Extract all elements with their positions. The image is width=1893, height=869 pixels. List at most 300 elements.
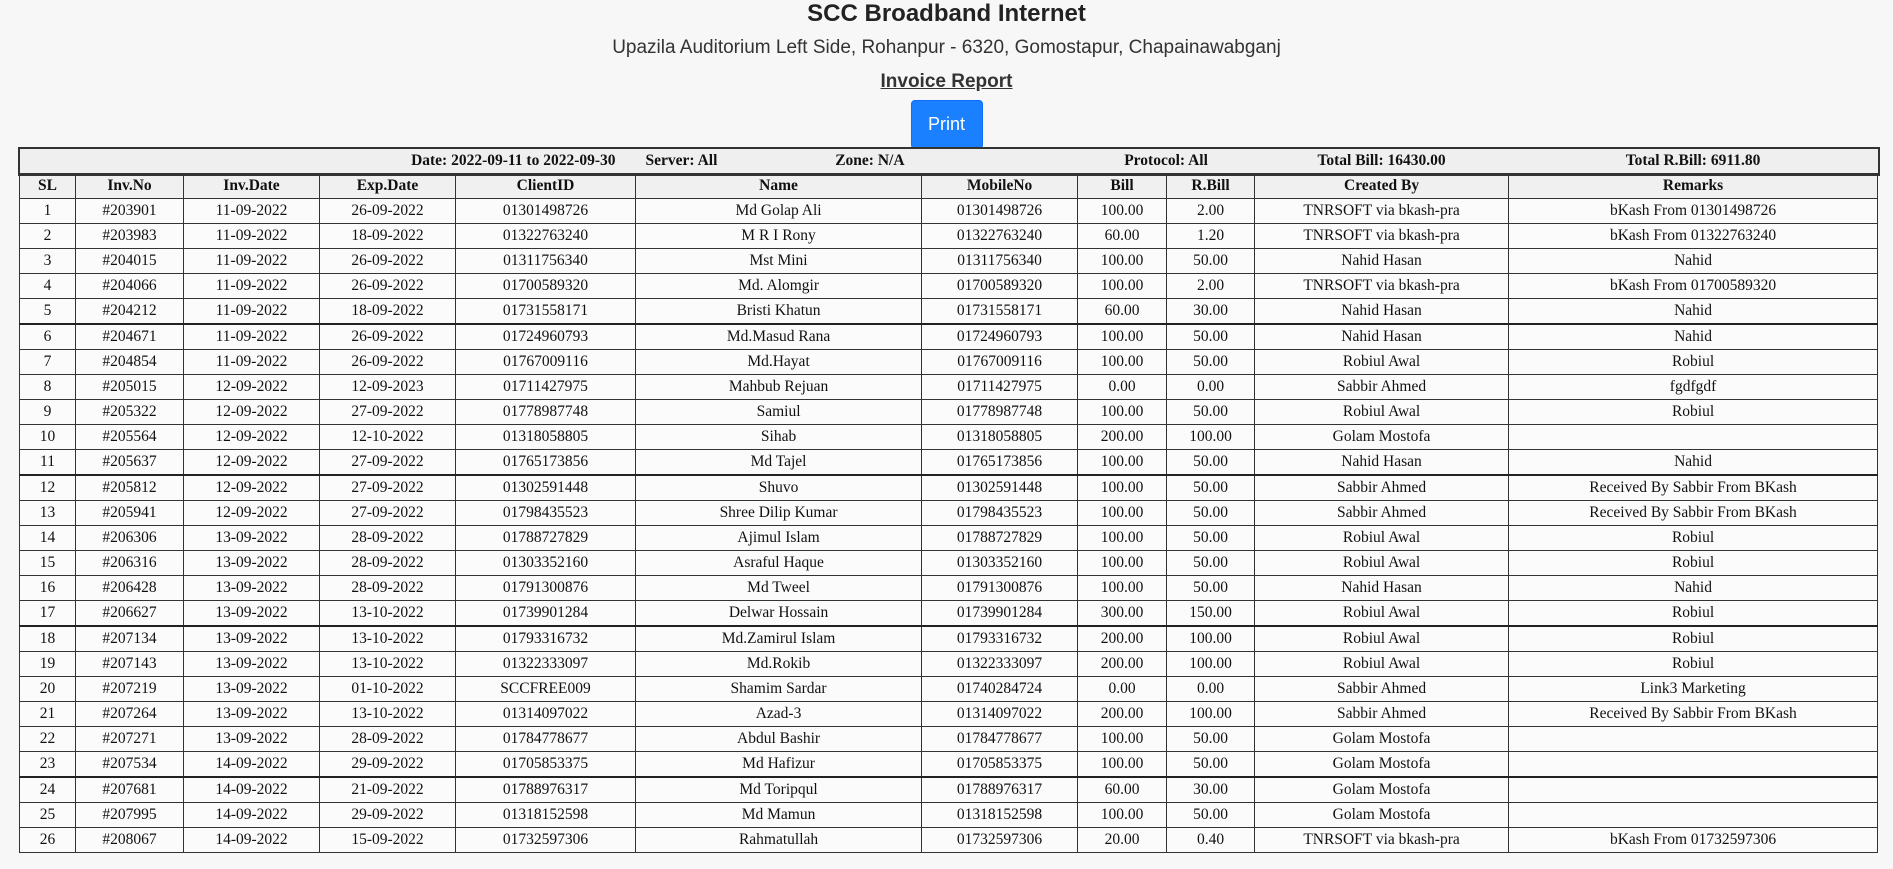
- cell-rbill: 0.40: [1167, 828, 1255, 853]
- cell-client-id: 01302591448: [456, 475, 636, 501]
- cell-inv-date: 11-09-2022: [184, 224, 320, 249]
- cell-sl: 12: [20, 475, 76, 501]
- cell-inv-date: 11-09-2022: [184, 249, 320, 274]
- cell-created-by: Sabbir Ahmed: [1255, 375, 1509, 400]
- cell-sl: 24: [20, 777, 76, 803]
- report-header: [0, 0, 1893, 95]
- cell-remarks: bKash From 01301498726: [1509, 199, 1878, 224]
- cell-sl: 17: [20, 601, 76, 627]
- cell-inv-no: #204066: [76, 274, 184, 299]
- table-row: [20, 450, 1878, 476]
- cell-created-by: Robiul Awal: [1255, 626, 1509, 652]
- cell-client-id: 01314097022: [456, 702, 636, 727]
- table-row: [20, 375, 1878, 400]
- cell-bill: 100.00: [1078, 576, 1167, 601]
- cell-sl: 20: [20, 677, 76, 702]
- table-row: [20, 274, 1878, 299]
- cell-rbill: 2.00: [1167, 199, 1255, 224]
- cell-inv-no: #205637: [76, 450, 184, 476]
- col-inv-date: Inv.Date: [184, 174, 320, 199]
- cell-name: Md. Alomgir: [636, 274, 922, 299]
- cell-name: Md Tajel: [636, 450, 922, 476]
- table-row: [20, 803, 1878, 828]
- cell-inv-date: 11-09-2022: [184, 274, 320, 299]
- cell-inv-no: #205812: [76, 475, 184, 501]
- cell-remarks: [1509, 425, 1878, 450]
- cell-name: Md Toripqul: [636, 777, 922, 803]
- cell-created-by: Nahid Hasan: [1255, 576, 1509, 601]
- cell-name: Md Mamun: [636, 803, 922, 828]
- cell-rbill: 150.00: [1167, 601, 1255, 627]
- cell-bill: 0.00: [1078, 677, 1167, 702]
- cell-exp-date: 28-09-2022: [320, 526, 456, 551]
- cell-sl: 14: [20, 526, 76, 551]
- table-row: [20, 324, 1878, 350]
- cell-remarks: [1509, 803, 1878, 828]
- col-bill: Bill: [1078, 174, 1167, 199]
- cell-rbill: 50.00: [1167, 501, 1255, 526]
- cell-sl: 8: [20, 375, 76, 400]
- table-row: [20, 752, 1878, 778]
- cell-inv-no: #207681: [76, 777, 184, 803]
- table-row: [20, 425, 1878, 450]
- cell-mobile-no: 01711427975: [922, 375, 1078, 400]
- cell-rbill: 50.00: [1167, 475, 1255, 501]
- cell-bill: 0.00: [1078, 375, 1167, 400]
- cell-inv-no: #206627: [76, 601, 184, 627]
- cell-name: Abdul Bashir: [636, 727, 922, 752]
- invoice-table: [19, 149, 1878, 853]
- cell-mobile-no: 01705853375: [922, 752, 1078, 778]
- cell-mobile-no: 01303352160: [922, 551, 1078, 576]
- cell-created-by: Golam Mostofa: [1255, 425, 1509, 450]
- cell-mobile-no: 01740284724: [922, 677, 1078, 702]
- cell-client-id: SCCFREE009: [456, 677, 636, 702]
- cell-inv-date: 14-09-2022: [184, 752, 320, 778]
- cell-rbill: 30.00: [1167, 777, 1255, 803]
- col-rbill: R.Bill: [1167, 174, 1255, 199]
- cell-name: Rahmatullah: [636, 828, 922, 853]
- cell-name: Shuvo: [636, 475, 922, 501]
- table-row: [20, 501, 1878, 526]
- table-row: [20, 626, 1878, 652]
- cell-inv-date: 13-09-2022: [184, 526, 320, 551]
- cell-remarks: Link3 Marketing: [1509, 677, 1878, 702]
- cell-rbill: 50.00: [1167, 803, 1255, 828]
- cell-mobile-no: 01301498726: [922, 199, 1078, 224]
- cell-exp-date: 13-10-2022: [320, 702, 456, 727]
- cell-rbill: 100.00: [1167, 652, 1255, 677]
- cell-bill: 100.00: [1078, 400, 1167, 425]
- invoice-rows: [20, 199, 1878, 853]
- cell-inv-date: 13-09-2022: [184, 576, 320, 601]
- cell-name: M R I Rony: [636, 224, 922, 249]
- col-mobile-no: MobileNo: [922, 174, 1078, 199]
- cell-inv-date: 12-09-2022: [184, 450, 320, 476]
- cell-mobile-no: 01314097022: [922, 702, 1078, 727]
- cell-exp-date: 27-09-2022: [320, 475, 456, 501]
- cell-rbill: 50.00: [1167, 576, 1255, 601]
- cell-sl: 2: [20, 224, 76, 249]
- cell-created-by: Golam Mostofa: [1255, 752, 1509, 778]
- cell-sl: 26: [20, 828, 76, 853]
- cell-mobile-no: 01784778677: [922, 727, 1078, 752]
- cell-bill: 60.00: [1078, 299, 1167, 325]
- cell-client-id: 01784778677: [456, 727, 636, 752]
- cell-exp-date: 29-09-2022: [320, 803, 456, 828]
- cell-client-id: 01798435523: [456, 501, 636, 526]
- col-inv-no: Inv.No: [76, 174, 184, 199]
- cell-inv-date: 13-09-2022: [184, 551, 320, 576]
- table-row: [20, 551, 1878, 576]
- cell-inv-date: 14-09-2022: [184, 803, 320, 828]
- cell-mobile-no: 01765173856: [922, 450, 1078, 476]
- table-row: [20, 828, 1878, 853]
- cell-remarks: Received By Sabbir From BKash: [1509, 501, 1878, 526]
- cell-exp-date: 27-09-2022: [320, 400, 456, 425]
- cell-exp-date: 28-09-2022: [320, 727, 456, 752]
- cell-exp-date: 12-09-2023: [320, 375, 456, 400]
- cell-exp-date: 15-09-2022: [320, 828, 456, 853]
- summary-total-bill: Total Bill: 16430.00: [1255, 149, 1509, 174]
- cell-client-id: 01767009116: [456, 350, 636, 375]
- table-row: [20, 299, 1878, 325]
- cell-rbill: 30.00: [1167, 299, 1255, 325]
- table-row: [20, 777, 1878, 803]
- cell-client-id: 01322333097: [456, 652, 636, 677]
- cell-client-id: 01303352160: [456, 551, 636, 576]
- cell-sl: 6: [20, 324, 76, 350]
- cell-rbill: 100.00: [1167, 626, 1255, 652]
- report-title: Invoice Report: [880, 71, 1013, 92]
- table-row: [20, 702, 1878, 727]
- cell-mobile-no: 01724960793: [922, 324, 1078, 350]
- cell-rbill: 50.00: [1167, 350, 1255, 375]
- cell-name: Mahbub Rejuan: [636, 375, 922, 400]
- cell-bill: 100.00: [1078, 450, 1167, 476]
- cell-mobile-no: 01311756340: [922, 249, 1078, 274]
- cell-client-id: 01778987748: [456, 400, 636, 425]
- cell-exp-date: 01-10-2022: [320, 677, 456, 702]
- cell-bill: 100.00: [1078, 551, 1167, 576]
- cell-inv-date: 13-09-2022: [184, 626, 320, 652]
- table-row: [20, 224, 1878, 249]
- cell-name: Shamim Sardar: [636, 677, 922, 702]
- cell-sl: 19: [20, 652, 76, 677]
- cell-remarks: bKash From 01732597306: [1509, 828, 1878, 853]
- cell-remarks: Nahid: [1509, 299, 1878, 325]
- cell-inv-date: 14-09-2022: [184, 828, 320, 853]
- cell-exp-date: 12-10-2022: [320, 425, 456, 450]
- cell-bill: 200.00: [1078, 425, 1167, 450]
- cell-exp-date: 28-09-2022: [320, 551, 456, 576]
- cell-created-by: TNRSOFT via bkash-pra: [1255, 274, 1509, 299]
- print-area: [0, 100, 1893, 148]
- cell-created-by: Golam Mostofa: [1255, 803, 1509, 828]
- cell-client-id: 01711427975: [456, 375, 636, 400]
- cell-inv-date: 11-09-2022: [184, 299, 320, 325]
- cell-rbill: 1.20: [1167, 224, 1255, 249]
- cell-inv-no: #207995: [76, 803, 184, 828]
- summary-server: Server: All: [645, 152, 718, 169]
- cell-name: Shree Dilip Kumar: [636, 501, 922, 526]
- cell-inv-no: #207264: [76, 702, 184, 727]
- cell-inv-date: 11-09-2022: [184, 324, 320, 350]
- cell-bill: 300.00: [1078, 601, 1167, 627]
- cell-created-by: Golam Mostofa: [1255, 777, 1509, 803]
- cell-remarks: Robiul: [1509, 350, 1878, 375]
- cell-rbill: 50.00: [1167, 752, 1255, 778]
- cell-exp-date: 27-09-2022: [320, 450, 456, 476]
- cell-created-by: Robiul Awal: [1255, 526, 1509, 551]
- cell-mobile-no: 01793316732: [922, 626, 1078, 652]
- cell-bill: 100.00: [1078, 350, 1167, 375]
- cell-sl: 21: [20, 702, 76, 727]
- summary-protocol: Protocol: All: [1078, 149, 1255, 174]
- cell-rbill: 100.00: [1167, 702, 1255, 727]
- cell-remarks: Robiul: [1509, 551, 1878, 576]
- cell-name: Md.Zamirul Islam: [636, 626, 922, 652]
- cell-name: Md.Masud Rana: [636, 324, 922, 350]
- cell-bill: 100.00: [1078, 249, 1167, 274]
- cell-remarks: Nahid: [1509, 249, 1878, 274]
- cell-inv-no: #204212: [76, 299, 184, 325]
- cell-mobile-no: 01318152598: [922, 803, 1078, 828]
- cell-exp-date: 26-09-2022: [320, 249, 456, 274]
- cell-inv-date: 14-09-2022: [184, 777, 320, 803]
- cell-remarks: Received By Sabbir From BKash: [1509, 702, 1878, 727]
- cell-name: Azad-3: [636, 702, 922, 727]
- cell-rbill: 50.00: [1167, 551, 1255, 576]
- cell-created-by: Robiul Awal: [1255, 551, 1509, 576]
- cell-bill: 100.00: [1078, 475, 1167, 501]
- cell-bill: 200.00: [1078, 652, 1167, 677]
- cell-remarks: Robiul: [1509, 400, 1878, 425]
- summary-zone: Zone: N/A: [835, 152, 905, 169]
- cell-inv-date: 12-09-2022: [184, 501, 320, 526]
- cell-mobile-no: 01778987748: [922, 400, 1078, 425]
- cell-sl: 18: [20, 626, 76, 652]
- cell-created-by: Golam Mostofa: [1255, 727, 1509, 752]
- cell-inv-no: #207143: [76, 652, 184, 677]
- cell-rbill: 50.00: [1167, 727, 1255, 752]
- cell-bill: 100.00: [1078, 501, 1167, 526]
- col-created-by: Created By: [1255, 174, 1509, 199]
- cell-sl: 3: [20, 249, 76, 274]
- table-row: [20, 652, 1878, 677]
- cell-remarks: Nahid: [1509, 450, 1878, 476]
- col-sl: SL: [20, 174, 76, 199]
- cell-name: Md Tweel: [636, 576, 922, 601]
- cell-client-id: 01705853375: [456, 752, 636, 778]
- cell-rbill: 0.00: [1167, 375, 1255, 400]
- cell-sl: 16: [20, 576, 76, 601]
- cell-rbill: 0.00: [1167, 677, 1255, 702]
- col-exp-date: Exp.Date: [320, 174, 456, 199]
- cell-name: Samiul: [636, 400, 922, 425]
- cell-inv-no: #205564: [76, 425, 184, 450]
- cell-bill: 100.00: [1078, 727, 1167, 752]
- cell-remarks: [1509, 752, 1878, 778]
- cell-rbill: 50.00: [1167, 526, 1255, 551]
- summary-total-rbill: Total R.Bill: 6911.80: [1509, 149, 1878, 174]
- cell-inv-no: #204671: [76, 324, 184, 350]
- cell-sl: 22: [20, 727, 76, 752]
- cell-remarks: bKash From 01700589320: [1509, 274, 1878, 299]
- cell-inv-no: #207534: [76, 752, 184, 778]
- cell-bill: 200.00: [1078, 626, 1167, 652]
- cell-inv-date: 12-09-2022: [184, 475, 320, 501]
- table-row: [20, 677, 1878, 702]
- col-remarks: Remarks: [1509, 174, 1878, 199]
- cell-remarks: Received By Sabbir From BKash: [1509, 475, 1878, 501]
- cell-name: Sihab: [636, 425, 922, 450]
- cell-sl: 25: [20, 803, 76, 828]
- cell-bill: 100.00: [1078, 199, 1167, 224]
- cell-exp-date: 21-09-2022: [320, 777, 456, 803]
- cell-inv-date: 13-09-2022: [184, 652, 320, 677]
- cell-exp-date: 13-10-2022: [320, 601, 456, 627]
- cell-mobile-no: 01318058805: [922, 425, 1078, 450]
- cell-remarks: [1509, 777, 1878, 803]
- cell-sl: 9: [20, 400, 76, 425]
- cell-sl: 5: [20, 299, 76, 325]
- cell-created-by: Robiul Awal: [1255, 601, 1509, 627]
- cell-created-by: Nahid Hasan: [1255, 299, 1509, 325]
- cell-bill: 100.00: [1078, 274, 1167, 299]
- cell-exp-date: 13-10-2022: [320, 652, 456, 677]
- cell-inv-no: #207219: [76, 677, 184, 702]
- cell-client-id: 01724960793: [456, 324, 636, 350]
- cell-bill: 200.00: [1078, 702, 1167, 727]
- cell-inv-no: #207134: [76, 626, 184, 652]
- cell-created-by: Sabbir Ahmed: [1255, 475, 1509, 501]
- cell-exp-date: 27-09-2022: [320, 501, 456, 526]
- cell-inv-no: #208067: [76, 828, 184, 853]
- cell-inv-date: 12-09-2022: [184, 375, 320, 400]
- cell-rbill: 50.00: [1167, 249, 1255, 274]
- cell-name: Md.Hayat: [636, 350, 922, 375]
- cell-client-id: 01322763240: [456, 224, 636, 249]
- cell-client-id: 01732597306: [456, 828, 636, 853]
- col-name: Name: [636, 174, 922, 199]
- cell-created-by: Sabbir Ahmed: [1255, 677, 1509, 702]
- cell-sl: 15: [20, 551, 76, 576]
- cell-bill: 20.00: [1078, 828, 1167, 853]
- cell-mobile-no: 01798435523: [922, 501, 1078, 526]
- cell-mobile-no: 01788727829: [922, 526, 1078, 551]
- cell-inv-no: #206428: [76, 576, 184, 601]
- cell-name: Delwar Hossain: [636, 601, 922, 627]
- cell-remarks: Nahid: [1509, 576, 1878, 601]
- cell-remarks: Robiul: [1509, 652, 1878, 677]
- cell-exp-date: 18-09-2022: [320, 299, 456, 325]
- cell-inv-no: #204015: [76, 249, 184, 274]
- table-row: [20, 400, 1878, 425]
- print-button[interactable]: Print: [911, 100, 983, 149]
- cell-inv-date: 12-09-2022: [184, 425, 320, 450]
- cell-remarks: Nahid: [1509, 324, 1878, 350]
- table-row: [20, 526, 1878, 551]
- cell-inv-no: #204854: [76, 350, 184, 375]
- cell-mobile-no: 01739901284: [922, 601, 1078, 627]
- cell-rbill: 100.00: [1167, 425, 1255, 450]
- cell-bill: 60.00: [1078, 224, 1167, 249]
- cell-remarks: bKash From 01322763240: [1509, 224, 1878, 249]
- cell-mobile-no: 01322333097: [922, 652, 1078, 677]
- summary-server-zone: [636, 149, 1078, 174]
- cell-client-id: 01311756340: [456, 249, 636, 274]
- cell-client-id: 01318058805: [456, 425, 636, 450]
- table-row: [20, 199, 1878, 224]
- cell-created-by: Nahid Hasan: [1255, 324, 1509, 350]
- cell-mobile-no: 01700589320: [922, 274, 1078, 299]
- cell-created-by: Robiul Awal: [1255, 350, 1509, 375]
- cell-sl: 7: [20, 350, 76, 375]
- cell-client-id: 01765173856: [456, 450, 636, 476]
- cell-client-id: 01700589320: [456, 274, 636, 299]
- cell-mobile-no: 01731558171: [922, 299, 1078, 325]
- table-row: [20, 727, 1878, 752]
- company-name: SCC Broadband Internet: [807, 0, 1086, 27]
- cell-inv-date: 12-09-2022: [184, 400, 320, 425]
- cell-sl: 23: [20, 752, 76, 778]
- cell-exp-date: 26-09-2022: [320, 274, 456, 299]
- cell-inv-no: #205322: [76, 400, 184, 425]
- table-row: [20, 249, 1878, 274]
- cell-exp-date: 26-09-2022: [320, 324, 456, 350]
- table-row: [20, 601, 1878, 627]
- cell-exp-date: 29-09-2022: [320, 752, 456, 778]
- cell-rbill: 50.00: [1167, 400, 1255, 425]
- cell-sl: 13: [20, 501, 76, 526]
- col-client-id: ClientID: [456, 174, 636, 199]
- cell-client-id: 01791300876: [456, 576, 636, 601]
- cell-name: Ajimul Islam: [636, 526, 922, 551]
- cell-created-by: TNRSOFT via bkash-pra: [1255, 199, 1509, 224]
- cell-sl: 1: [20, 199, 76, 224]
- cell-exp-date: 28-09-2022: [320, 576, 456, 601]
- cell-client-id: 01301498726: [456, 199, 636, 224]
- summary-row: [20, 149, 1878, 174]
- cell-exp-date: 13-10-2022: [320, 626, 456, 652]
- cell-client-id: 01788976317: [456, 777, 636, 803]
- cell-name: Bristi Khatun: [636, 299, 922, 325]
- cell-bill: 100.00: [1078, 752, 1167, 778]
- table-row: [20, 475, 1878, 501]
- cell-created-by: Robiul Awal: [1255, 400, 1509, 425]
- cell-mobile-no: 01302591448: [922, 475, 1078, 501]
- table-row: [20, 576, 1878, 601]
- cell-client-id: 01318152598: [456, 803, 636, 828]
- cell-inv-date: 11-09-2022: [184, 199, 320, 224]
- cell-created-by: TNRSOFT via bkash-pra: [1255, 828, 1509, 853]
- cell-mobile-no: 01791300876: [922, 576, 1078, 601]
- cell-mobile-no: 01322763240: [922, 224, 1078, 249]
- cell-name: Md Golap Ali: [636, 199, 922, 224]
- cell-rbill: 2.00: [1167, 274, 1255, 299]
- cell-created-by: Nahid Hasan: [1255, 249, 1509, 274]
- cell-inv-no: #205941: [76, 501, 184, 526]
- cell-name: Md.Rokib: [636, 652, 922, 677]
- cell-sl: 4: [20, 274, 76, 299]
- cell-sl: 10: [20, 425, 76, 450]
- cell-inv-date: 13-09-2022: [184, 727, 320, 752]
- cell-name: Mst Mini: [636, 249, 922, 274]
- cell-remarks: Robiul: [1509, 626, 1878, 652]
- cell-created-by: Sabbir Ahmed: [1255, 501, 1509, 526]
- cell-bill: 100.00: [1078, 803, 1167, 828]
